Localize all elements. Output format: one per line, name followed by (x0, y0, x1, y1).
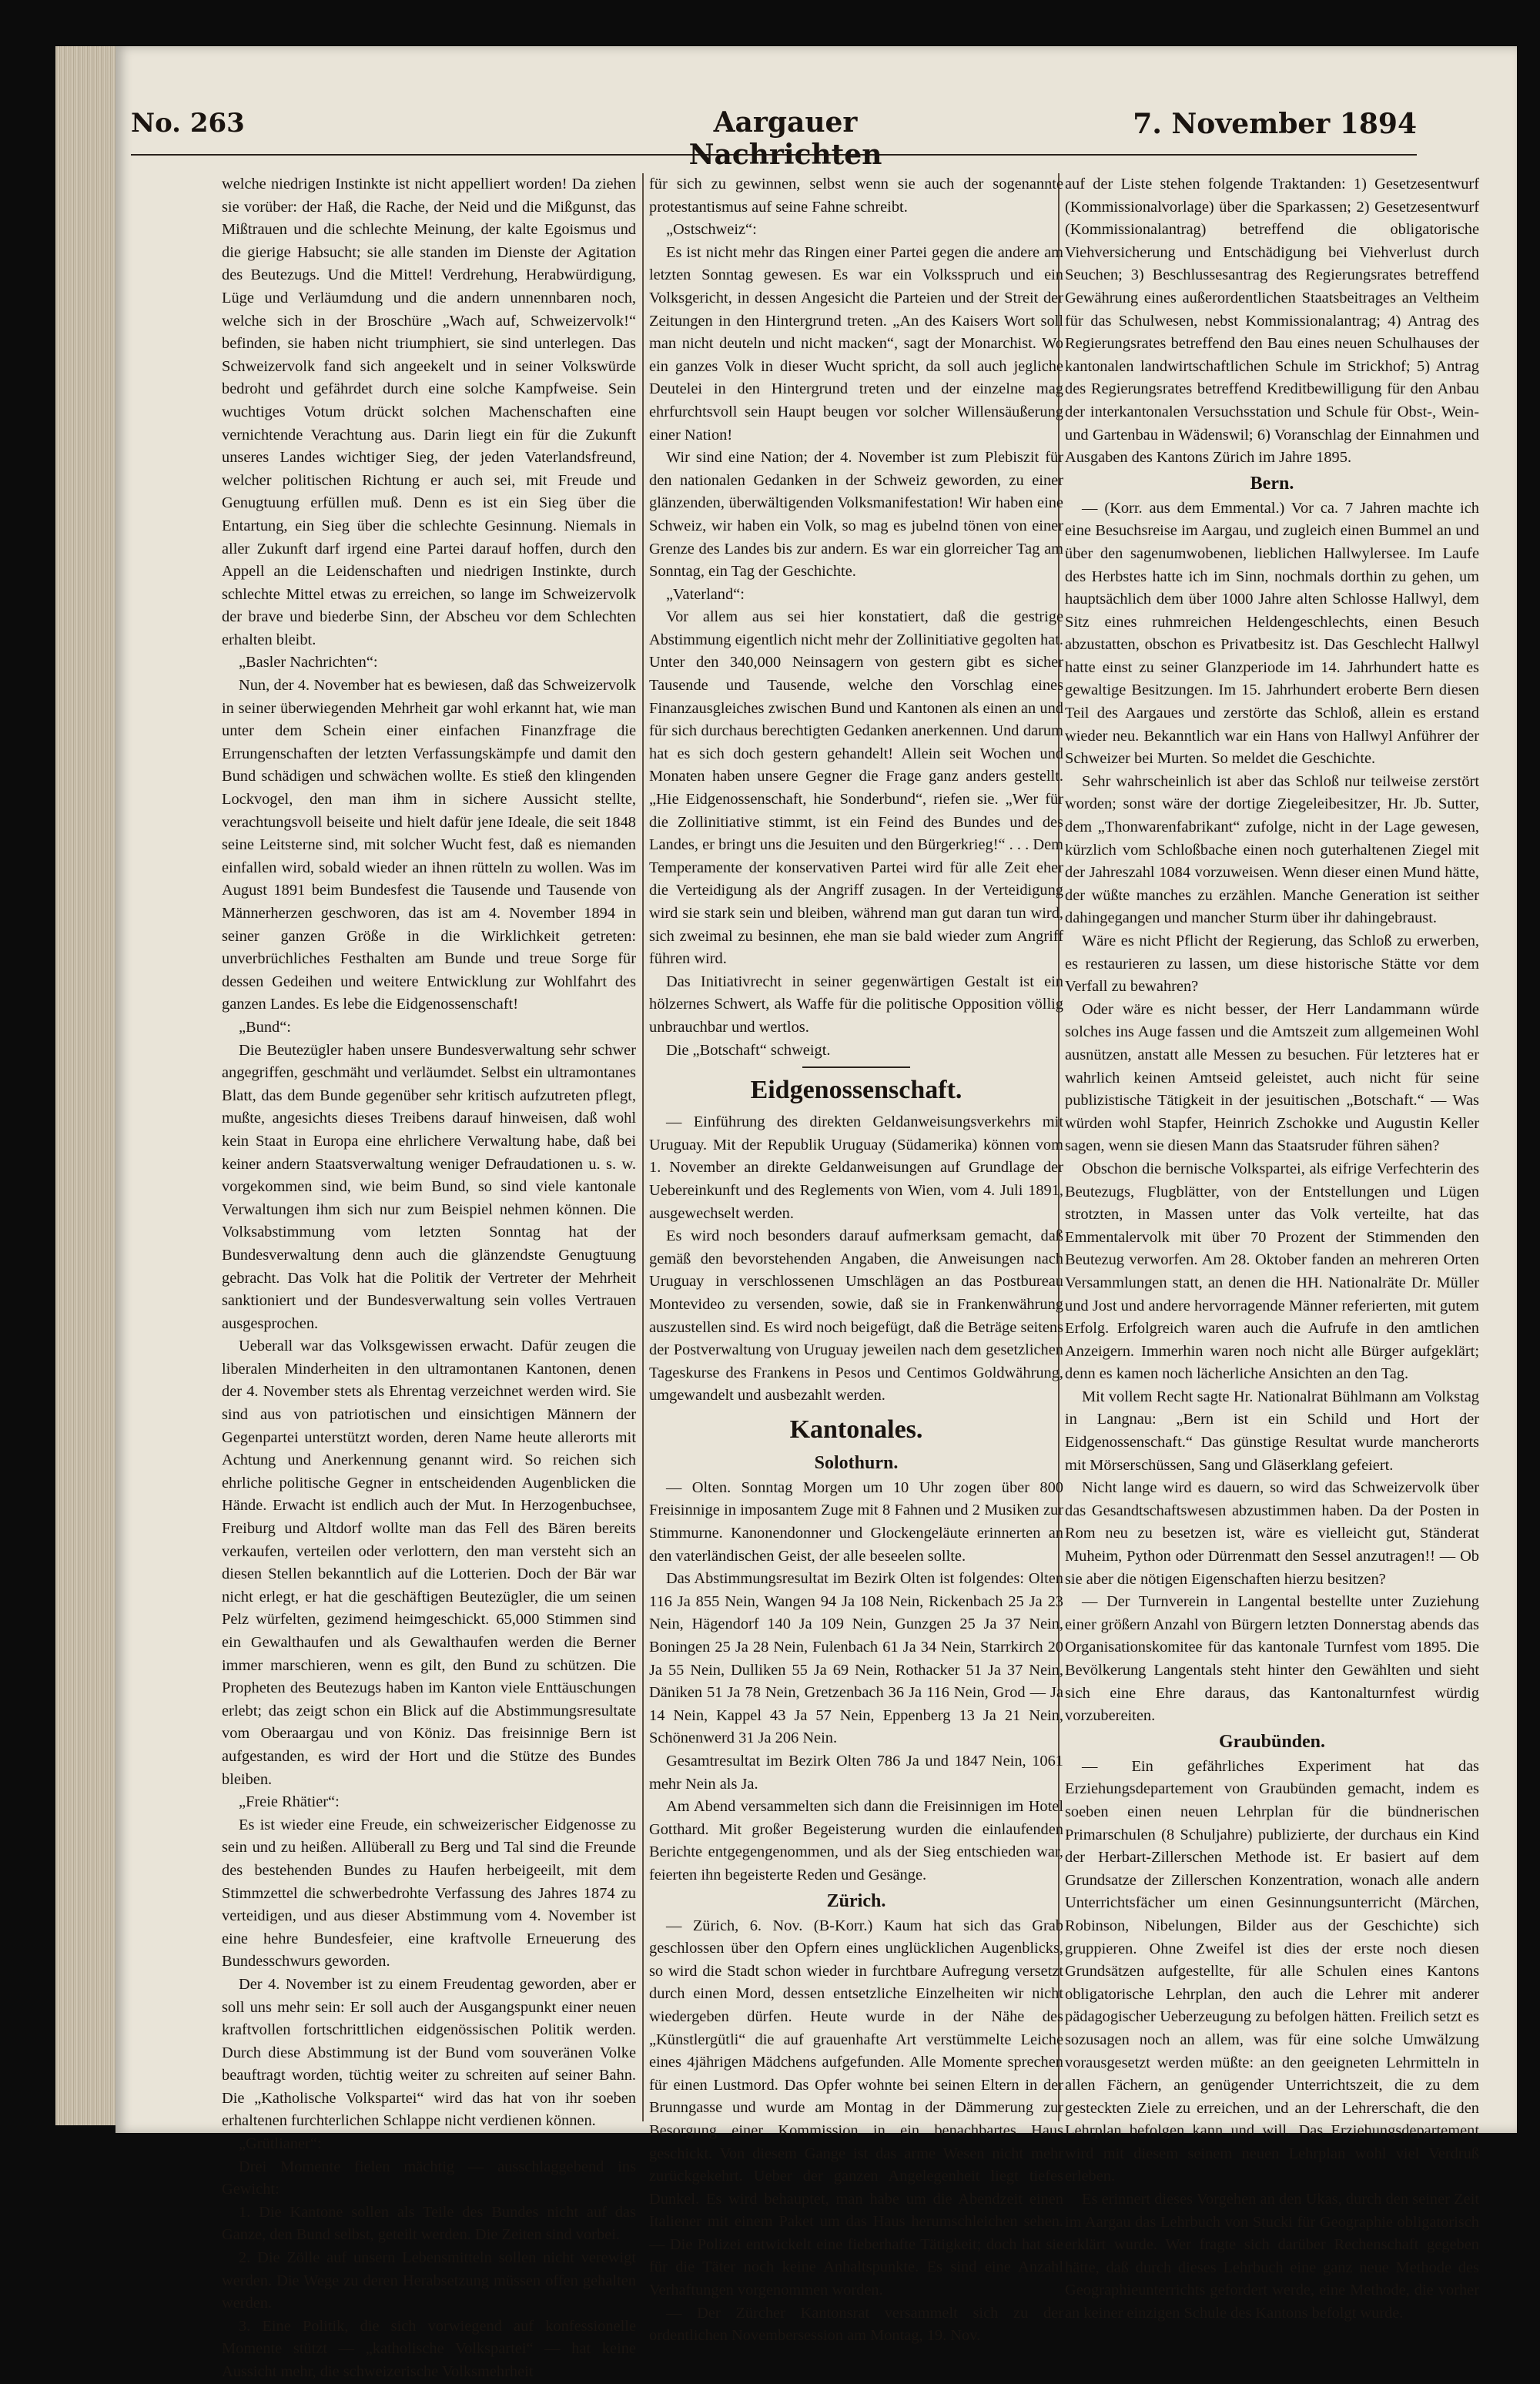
paragraph: Mit vollem Recht sagte Hr. Nationalrat Bühlmann am Volkstag in Langnau: „Bern ist ein Schild und Hort der Eidgenossenschaft.“ Das günstige Resultat wurde mancherorts mit Mörserschüssen, Sang und Gläserklang gefeiert. (1065, 1388, 1479, 1474)
paragraph: Das Initiativrecht in seiner gegenwärtigen Gestalt ist ein hölzernes Schwert, als Waffe für die politische Opposition völlig unbrauchbar und wertlos. (649, 973, 1063, 1036)
paragraph: — Der Turnverein in Langental bestellte unter Zuziehung einer größern Anzahl von Bürgern letzten Donnerstag abends das Organisationskomitee für das kantonale Turnfest vom 1895. Die Bevölkerung Langentals steht hinter den Gewählten und sieht sich eine Ehre daraus, das Kantonalturnfest würdig vorzubereiten. (1065, 1593, 1479, 1725)
page-header (131, 100, 1417, 171)
subsection-heading-graubuenden: Graubünden. (1218, 1731, 1326, 1752)
paragraph: Der 4. November ist zu einem Freudentag geworden, aber er soll uns mehr sein: Er soll auch der Ausgangspunkt einer neuen kraftvollen fortschrittlichen eidgenössischen Politik werden. Durch diese Abstimmung ist der Bund vom souveränen Volke beauftragt worden, tüchtig weiter zu schreiten auf seiner Bahn. Die „Katholische Volkspartei“ wird das hat von ihr soeben erhaltenen furchterlichen Schlappe nicht verdienen können. (222, 1975, 636, 2130)
newspaper-title: Aargauer Nachrichten (688, 106, 882, 171)
paragraph: Es wird noch besonders darauf aufmerksam gemacht, daß gemäß den bevorstehenden Angaben, die Anweisungen nach Uruguay in verschlossenen Umschlägen an das Postbureau Montevideo zu versenden, sowie, daß sie in Frankenwährung auszustellen sind. Es wird noch beigefügt, daß die Beträge seitens der Postverwaltung von Uruguay jeweilen nach dem gesetzlichen Tageskurse des Frankens in Pesos und Centimos Goldwährung, umgewandelt und ausbezahlt werden. (649, 1227, 1063, 1405)
paragraph: 2. Die Zölle auf unsern Lebensmitteln sollen nicht verewigt werden. Die Wege zu deren Herabsetzung müssen offen gehalten werden. (222, 2249, 636, 2312)
paragraph: 3. Eine Politik, die sich vorwiegend auf konfessionelle Momente stützt — „katholische Volkspartei“ — hat keine Aussicht mehr, die schweizerische Volksmehrheit (222, 2317, 636, 2380)
section-rule (802, 1066, 910, 1068)
paragraph: Oder wäre es nicht besser, der Herr Landammann würde solches ins Auge fassen und die Amtszeit zum allgemeinen Wohl ausnützen, anstatt alle Messen zu besuchen. Für letzteres hat er wahrlich keinen Amtseid geleistet, auch nicht für seine publizistische Tätigkeit in der jesuitischen „Botschaft.“ — Was würden wohl Stapfer, Heinrich Zschokke und Augustin Keller sagen, wenn sie diesen Mann das Staatsruder führen sähen? (1065, 1000, 1479, 1155)
paragraph: Ueberall war das Volksgewissen erwacht. Dafür zeugen die liberalen Minderheiten in den ultramontanen Kantonen, denen der 4. November stets als Ehrentag verzeichnet werden wird. Sie sind aus von patriotischen und einsichtigen Männern der Gegenpartei unterstützt worden, deren Name heute allerorts mit Achtung und Anerkennung genannt wird. So reichen sich ehrliche politische Gegner in entscheidenden Augenblicken die Hände. Erwacht ist endlich auch der Mut. In Herzogenbuchsee, Freiburg und Altdorf wollte man das Fell des Bären bereits verkaufen, verteilen oder verlottern, den man versteht sich an diesen Stellen bekanntlich auf die Lotterien. Doch der Bär war nicht erlegt, er hat die geschäftigen Beutezügler, die um seinen Pelz würfelten, gezimend heimgeschickt. 65,000 Stimmen sind ein Gewalthaufen und als Gewalthaufen werden die Berner immer marschieren, wenn es gilt, den Bund zu schützen. Die Propheten des Beutezugs haben im Kanton viele Enttäuschungen erlebt; das zeigt schon ein Blick auf die Abstimmungsresultate vom Oberaargau und von Köniz. Das freisinnige Bern ist aufgestanden, es wird der Hort und die Stütze des Bundes bleiben. (222, 1338, 636, 1788)
column-1 (222, 173, 636, 2380)
press-source-heading: „Ostschweiz“: (666, 221, 757, 239)
issue-date: 7. November 1894 (1133, 108, 1417, 140)
paragraph: — Der Zürcher Kantonsrat versammelt sich zu der ordentlichen Novembersession am Montag, 19. Nov. (649, 2304, 1063, 2345)
paragraph: Die „Botschaft“ schweigt. (666, 1041, 831, 1059)
section-heading-eidgenossenschaft: Eidgenossenschaft. (750, 1076, 962, 1105)
section-heading-kantonales: Kantonales. (789, 1415, 923, 1444)
press-source-heading: „Bund“: (239, 1018, 291, 1036)
subsection-heading-bern: Bern. (1250, 473, 1294, 494)
book-page-edges (55, 46, 116, 2125)
press-source-heading: „Basler Nachrichten“: (239, 654, 378, 671)
paragraph: Es erinnert dieses Vorgehen an den Ukas, durch den seiner Zeit im Aargau das Lehrbuch von Stucki für Geographie obligatorisch erklärt wurde. Wer fragte sich darüber Rechenschaft gegeben hätte, daß durch dieses Lehrbuch eine ganz neue Methode des Geographieunterrichts gefordert werde, eine Methode, die vorher an keiner einzigen Schule des Kantons befolgt wurde. (1065, 2191, 1479, 2322)
issue-number: No. 263 (131, 108, 245, 139)
paragraph: Nun, der 4. November hat es bewiesen, daß das Schweizervolk in seiner überwiegenden Mehrheit gar wohl erkannt hat, wie man unter dem Schein einer einfachen Finanzfrage die Errungenschaften der letzten Verfassungskämpfe und damit den Bund schädigen und schwächen wollte. Es stieß den klingenden Lockvogel, den man ihm in sichere Aussicht stellte, verachtungsvoll beiseite und hielt dafür jene Ideale, die seit 1848 seine Leitsterne sind, mit solcher Wucht fest, daß es niemanden einfallen wird, sobald wieder an ihnen rütteln zu wollen. Was im August 1891 beim Bundesfest die Tausende und Tausende von Männerherzen geschworen, das ist am 4. November 1894 in seiner ganzen Größe in die Wirklichkeit getreten: unverbrüchliches Festhalten am Bunde und treue Sorge für dessen Gedeihen und weitere Entwicklung zur Wohlfahrt des ganzen Landes. Es lebe die Eidgenossenschaft! (222, 677, 636, 1013)
paragraph: Sehr wahrscheinlich ist aber das Schloß nur teilweise zerstört worden; sonst wäre der dortige Ziegeleibesitzer, Hr. Jb. Sutter, dem „Thonwarenfabrikant“ zufolge, nicht in der Lage gewesen, kürzlich vom Schloßbache einen noch guterhaltenen Ziegel mit der Jahreszahl 1084 vorzuweisen. Wenn dieser einen Mund hätte, der wüßte manches zu erzählen. Manche Generation ist seither dahingegangen und mancher Sturm über ihr dahingebraust. (1065, 772, 1479, 927)
press-source-heading: „Vaterland“: (666, 585, 745, 603)
paragraph: — (Korr. aus dem Emmental.) Vor ca. 7 Jahren machte ich eine Besuchsreise im Aargau, und zugleich einen Bummel an und über den sagenumwobenen, lieblichen Hallwylersee. Im Laufe des Herbstes hatte ich im Sinn, nochmals dorthin zu gehen, um hauptsächlich dem über 1000 Jahre alten Schlosse Hallwyl, dem Sitz eines ruhmreichen Heldengeschlechts, einen Besuch abzustatten, obschon es Privatbesitz ist. Das Geschlecht Hallwyl hatte einst zu seiner Glanzperiode im 14. Jahrhundert hatte es gewaltige Besitzungen. Im 15. Jahrhundert eroberte Bern diesen Teil des Aargaues und zerstörte das Schloß, allein es erstand wieder neu. Bekanntlich war ein Hans von Hallwyl Anführer der Schweizer bei Murten. So meldet die Geschichte. (1065, 499, 1479, 768)
paragraph: Es ist wieder eine Freude, ein schweizerischer Eidgenosse zu sein und zu heißen. Allüberall zu Berg und Tal sind die Freunde des bestehenden Bundes zu Haufen herbeigeeilt, mit dem Stimmzettel die schwerbedrohte Verfassung des Jahres 1874 zu verteidigen, und aus dieser Abstimmung vom 4. November ist eine hehre Bundesfeier, eine kraftvolle Erneuerung des Bundesschwurs geworden. (222, 1816, 636, 1970)
paragraph: — Zürich, 6. Nov. (B-Korr.) Kaum hat sich das Grab geschlossen über den Opfern eines unglücklichen Augenblicks, so wird die Stadt schon wieder in furchtbare Aufregung versetzt durch einen Mord, dessen entsetzliche Einzelheiten wir nicht wiedergeben dürfen. Heute wurde in der Nähe des „Künstlergütli“ die auf grauenhafte Art verstümmelte Leiche eines 4jährigen Mädchens aufgefunden. Alle Momente sprechen für einen Lustmord. Das Opfer wohnte bei seinen Eltern in der Brunngasse und wurde am Montag in der Dämmerung zur Besorgung einer Kommission in ein benachbartes Haus geschickt. Von diesem Gange ist das arme Wesen nicht mehr zurückgekehrt. Ueber der ganzen Angelegenheit liegt tiefes Dunkel. Es wird behauptet, man habe um die Abendzeit einen Italiener mit einem Paket um das Haus herumschleichen sehen. — Die Polizei entwickelt eine fieberhafte Tätigkeit; doch hat sie für die Täter noch keine Anhaltspunkte. Es sind eine Anzahl Verhaftungen vorgenommen worden. (649, 1917, 1063, 2299)
paragraph: Gesamtresultat im Bezirk Olten 786 Ja und 1847 Nein, 1061 mehr Nein als Ja. (649, 1753, 1063, 1793)
paragraph: Die Beutezügler haben unsere Bundesverwaltung sehr schwer angegriffen, geschmäht und verläumdet. Selbst ein ultramontanes Blatt, das dem Bunde gegenüber sehr kritisch aufzutreten pflegt, mußte, angesichts dieses Treibens darauf hinweisen, daß wohl kein Staat in Europa eine ehrlichere Verwaltung habe, daß bei keiner andern Staatsverwaltung weniger Defraudationen u. s. w. vorgekommen sind, wie beim Bund, so sind viele kantonale Verwaltungen ihm sich nur zum Beispiel nehmen können. Die Volksabstimmung vom letzten Sonntag hat der Bundesverwaltung denn auch die glänzendste Genugtuung gebracht. Das Volk hat die Politik der Vertreter der Mehrheit sanktioniert und der Bundesverwaltung sein volles Vertrauen ausgesprochen. (222, 1041, 636, 1332)
paragraph: Nicht lange wird es dauern, so wird das Schweizervolk über das Gesandtschaftswesen abzustimmen haben. Da der Posten in Rom neu zu besetzen ist, wäre es vielleicht gut, Ständerat Muheim, Python oder Dürrenmatt den Sessel anzutragen!! — Ob sie aber die nötigen Eigenschaften hierzu besitzen? (1065, 1479, 1479, 1588)
paragraph: Drei Momente fielen mächtig — ausschlaggebend ins Gewicht: (222, 2158, 636, 2198)
paragraph: Das Abstimmungsresultat im Bezirk Olten ist folgendes: Olten 116 Ja 855 Nein, Wangen 94 Ja 108 Nein, Rickenbach 25 Ja 23 Nein, Hägendorf 140 Ja 109 Nein, Gunzgen 25 Ja 37 Nein, Boningen 25 Ja 28 Nein, Fulenbach 61 Ja 34 Nein, Starrkirch 20 Ja 55 Nein, Dulliken 55 Ja 69 Nein, Rothacker 51 Ja 37 Nein, Däniken 51 Ja 78 Nein, Gretzenbach 36 Ja 116 Nein, Grod — Ja 14 Nein, Kappel 43 Ja 57 Nein, Eppenberg 13 Ja 21 Nein, Schönenwerd 31 Ja 206 Nein. (649, 1570, 1063, 1747)
subsection-heading-zuerich: Zürich. (826, 1890, 886, 1911)
column-3 (1065, 173, 1479, 2322)
paragraph: Vor allem aus sei hier konstatiert, daß die gestrige Abstimmung eigentlich nicht mehr der Zollinitiative gegolten hat. Unter den 340,000 Neinsagern von gestern gibt es sicher Tausende und Tausende, welche den Vorschlag eines Finanzausgleiches zwischen Bund und Kantonen als einen an und für sich durchaus berechtigten Gedanken anerkennen. Und darum hat es sich doch gestern gehandelt! Allein seit Wochen und Monaten haben unsere Gegner die Frage ganz anders gestellt. „Hie Eidgenossenschaft, hie Sonderbund“, riefen sie. „Wer für die Zollinitiative stimmt, ist ein Feind des Bundes und des Landes, er bringt uns die Jesuiten und den Bürgerkrieg!“ . . . Dem Temperamente der konservativen Partei wird für alle Zeit eher die Verteidigung als der Angriff zusagen. In der Verteidigung wird sie stark sein und bleiben, während man gut daran tun wird, sich zweimal zu besinnen, ehe man sie bald wieder zum Angriff führen wird. (649, 608, 1063, 968)
paragraph: Wäre es nicht Pflicht der Regierung, das Schloß zu erwerben, es restaurieren zu lassen, um diese historische Stätte vor dem Verfall zu bewahren? (1065, 933, 1479, 996)
paragraph: — Ein gefährliches Experiment hat das Erziehungsdepartement von Graubünden gemacht, indem es soeben einen neuen Lehrplan für die bündnerischen Primarschulen (8 Schuljahre) publizierte, der durchaus ein Kind der Herbart-Zillerschen Methode ist. Er basiert auf dem Grundsatze der Zillerschen Konzentration, wonach alle andern Unterrichtsfächer um einen Gesinnungsunterricht (Märchen, Robinson, Nibelungen, Bilder aus der Geschichte) sich gruppieren. Ohne Zweifel ist dies der erste noch diesen Grundsätzen aufgestellte, für alle Schulen eines Kantons obligatorische Lehrplan, den auch die Lehrer mit anderer pädagogischer Ueberzeugung zu befolgen hätten. Freilich setzt es sozusagen noch an allem, was für eine solche Umwälzung vorausgesetzt werden müßte: an den geeigneten Lehrmitteln in allen Fächern, an genügender Unterrichtszeit, die zu dem gesteckten Ziele zu erreichen, und an der Lehrerschaft, die den Lehrplan befolgen kann und will. Das Erziehungsdepartement wird mit diesem seinem neuen Lehrplan wohl viel Verdruß erleben. (1065, 1757, 1479, 2185)
paragraph: Wir sind eine Nation; der 4. November ist zum Plebiszit für den nationalen Gedanken in der Schweiz geworden, zu einer glänzenden, überwältigenden Volksmanifestation! Wir haben eine Schweiz, wir haben ein Volk, so mag es jubelnd tönen von einer Grenze des Landes bis zur andern. Es war ein glorreicher Tag am Sonntag, ein Tag der Geschichte. (649, 449, 1063, 581)
paragraph: welche niedrigen Instinkte ist nicht appelliert worden! Da ziehen sie vorüber: der Haß, die Rache, der Neid und die Mißgunst, das Mißtrauen und die schlechte Meinung, der kalte Egoismus und die gierige Habsucht; sie alle standen im Dienste der Agitation des Beutezugs. Und die Mittel! Verdrehung, Herabwürdigung, Lüge und Verläumdung und die andern unnennbaren noch, welche sich in der Broschüre „Wach auf, Schweizervolk!“ befinden, sie haben nicht triumphiert, sie sind unterlegen. Das Schweizervolk fand sich angeekelt und in seiner Volkswürde bedroht und gefährdet durch eine solche Kampfweise. Sein wuchtiges Votum drückt solchen Machenschaften eine vernichtende Verachtung aus. Darin liegt ein für die Zukunft unseres Landes wichtiger Sieg, der jeden Vaterlandsfreund, welcher politischen Richtung er auch sei, mit Freude und Genugtuung erfüllen muß. Denn es ist ein Sieg über die Entartung, ein Sieg über die schlechte Gesinnung. Niemals in aller Zukunft darf irgend eine Partei darauf hoffen, durch den Appell an die Leidenschaften und niedrigen Instinkte, durch schlechte Mittel etwas zu erreichen, so lange im Schweizervolk der brave und biederbe Sinn, der Abscheu vor dem Schlechten erhalten bleibt. (222, 176, 636, 648)
scan-border (1517, 46, 1540, 2133)
column-divider (642, 173, 644, 2121)
paragraph: Obschon die bernische Volkspartei, als eifrige Verfechterin des Beutezugs, Flugblätter, von der Entstellungen und Lügen strotzten, in Massen unter das Volk verteilte, hat das Emmentalervolk mit über 70 Prozent der Stimmenden den Beutezug verworfen. Am 28. Oktober fanden an mehreren Orten Versammlungen statt, an denen die HH. Nationalräte Dr. Müller und Jost und andere hervorragende Männer referierten, mit gutem Erfolg. Erfolgreich waren auch die Aufrufe in den amtlichen Anzeigern. Immerhin waren noch nicht alle Bürger aufgeklärt; denn es kamen noch lächerliche Ansichten an den Tag. (1065, 1160, 1479, 1383)
press-source-heading: „Freie Rhätier“: (239, 1793, 340, 1811)
press-source-heading: „Grütlianer“: (239, 2135, 322, 2153)
paragraph: Es ist nicht mehr das Ringen einer Partei gegen die andere am letzten Sonntag gewesen. Es war ein Volksspruch und ein Volksgericht, in dessen Angesicht die Parteien und der Streit der Zeitungen in den Hintergrund treten. „An des Kaisers Wort soll man nicht deuteln und nicht macken“, sagt der Monarchist. Wo ein ganzes Volk in dieser Wucht spricht, da soll auch jegliche Deutelei in den Hintergrund treten und der einzelne mag ehrfurchtsvoll sein Haupt beugen vor solcher Willensäußerung einer Nation! (649, 243, 1063, 444)
paragraph: auf der Liste stehen folgende Traktanden: 1) Gesetzesentwurf (Kommissionalvorlage) über die Sparkassen; 2) Gesetzesentwurf (Kommissionalantrag) betreffend die obligatorische Viehversicherung und Entschädigung bei Viehverlust durch Seuchen; 3) Beschlussesantrag des Regierungsrates betreffend Gewährung eines außerordentlichen Staatsbeitrages an Veltheim für das Schulwesen, nebst Kommissionalantrag; 4) Antrag des Regierungsrates betreffend den Bau eines neuen Schulhauses der kantonalen landwirtschaftlichen Schule im Strickhof; 5) Antrag des Regierungsrates betreffend Kreditbewilligung für den Anbau der interkantonalen Versuchsstation und Schule für Obst-, Wein- und Gartenbau in Wädenswil; 6) Voranschlag der Einnahmen und Ausgaben des Kantons Zürich im Jahre 1895. (1065, 176, 1479, 467)
paragraph: 1. Die Kantone sollen als Teile des Bundes nicht auf das Ganze, den Bund selbst, geteilt werden. Die Zeiten sind vorbei. (222, 2203, 636, 2244)
paragraph: — Olten. Sonntag Morgen um 10 Uhr zogen über 800 Freisinnige in imposantem Zuge mit 8 Fahnen und 2 Musiken zur Stimmurne. Kanonendonner und Glockengeläute erinnerten an den vaterländischen Geist, der alle beseelen sollte. (649, 1478, 1063, 1565)
paragraph: — Einführung des direkten Geldanweisungsverkehrs mit Uruguay. Mit der Republik Uruguay (Südamerika) können vom 1. November an direkte Geldanweisungen auf Grundlage der Uebereinkunft und des Reglements von Wien, vom 4. Juli 1891, ausgewechselt werden. (649, 1113, 1063, 1222)
column-2 (649, 173, 1063, 2345)
paragraph: für sich zu gewinnen, selbst wenn sie auch der sogenannte protestantismus auf seine Fahne schreibt. (649, 176, 1063, 216)
paragraph: Am Abend versammelten sich dann die Freisinnigen im Hotel Gotthard. Mit großer Begeisterung wurden die einlaufenden Berichte entgegengenommen, und als der Sieg entschieden war, feierten ihn begeisterte Reden und Gesänge. (649, 1798, 1063, 1883)
subsection-heading-solothurn: Solothurn. (814, 1452, 899, 1473)
